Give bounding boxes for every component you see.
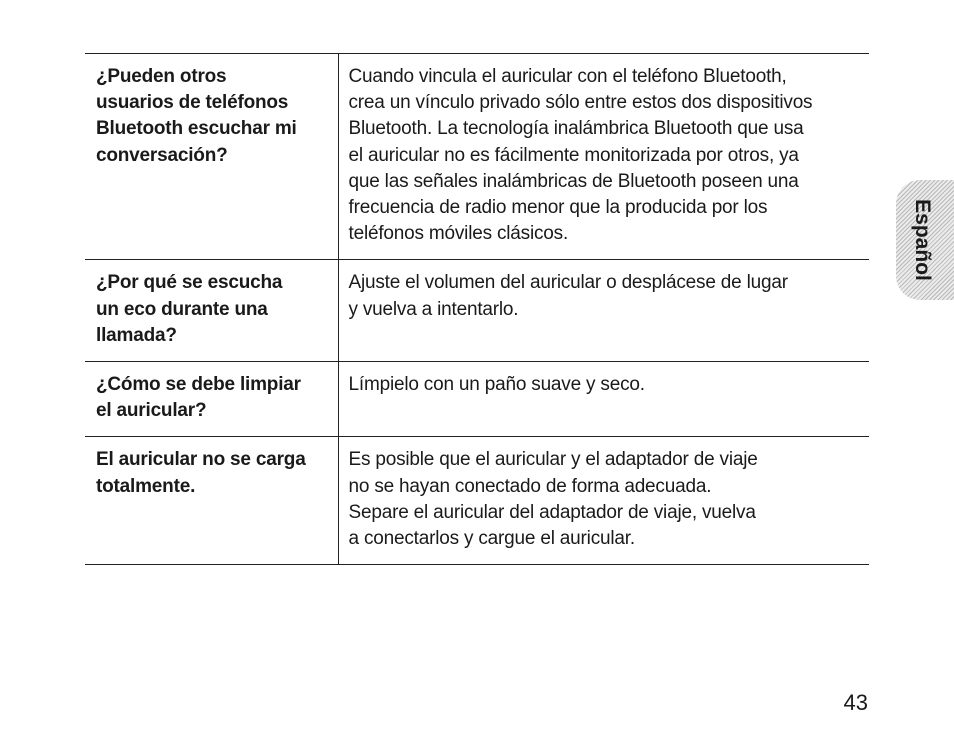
answer-line: y vuelva a intentarlo. <box>348 298 519 320</box>
question-line: Bluetooth escuchar mi <box>96 118 297 140</box>
question-line: ¿Por qué se escucha <box>96 272 283 294</box>
answer-line: Ajuste el volumen del auricular o desplácese de lugar <box>348 272 788 294</box>
faq-row <box>85 260 869 362</box>
page-number: 43 <box>843 690 868 715</box>
answer-line: teléfonos móviles clásicos. <box>348 223 569 245</box>
faq-table <box>85 53 869 565</box>
faq-question <box>85 362 338 437</box>
question-line: El auricular no se carga <box>96 449 306 471</box>
faq-row <box>85 362 869 437</box>
faq-answer <box>338 260 869 362</box>
question-line: un eco durante una <box>96 298 268 320</box>
question-line: conversación? <box>96 144 228 166</box>
answer-line: Bluetooth. La tecnología inalámbrica Bluetooth que usa <box>348 118 804 140</box>
question-line: ¿Pueden otros <box>96 66 227 87</box>
answer-line: Cuando vincula el auricular con el teléfono Bluetooth, <box>348 66 787 87</box>
answer-line: Separe el auricular del adaptador de viaje, vuelva <box>348 501 756 523</box>
faq-question <box>85 437 338 565</box>
faq-answer <box>338 437 869 565</box>
answer-line: frecuencia de radio menor que la producida por los <box>348 197 768 219</box>
faq-question <box>85 260 338 362</box>
answer-line: Es posible que el auricular y el adaptador de viaje <box>348 449 758 471</box>
answer-line: a conectarlos y cargue el auricular. <box>348 528 635 550</box>
answer-line: crea un vínculo privado sólo entre estos dos dispositivos <box>348 92 813 114</box>
faq-answer <box>338 362 869 437</box>
language-tab-label: Español <box>911 199 934 281</box>
answer-line: que las señales inalámbricas de Bluetooth poseen una <box>348 170 799 192</box>
faq-row <box>85 437 869 565</box>
answer-line: no se hayan conectado de forma adecuada. <box>348 475 712 497</box>
question-line: ¿Cómo se debe limpiar <box>96 374 301 396</box>
question-line: el auricular? <box>96 400 207 422</box>
answer-line: Límpielo con un paño suave y seco. <box>348 374 645 396</box>
question-line: usuarios de teléfonos <box>96 92 289 114</box>
faq-row <box>85 54 869 260</box>
question-line: llamada? <box>96 324 177 346</box>
question-line: totalmente. <box>96 475 196 497</box>
answer-line: el auricular no es fácilmente monitorizada por otros, ya <box>348 144 799 166</box>
faq-answer <box>338 54 869 260</box>
faq-question <box>85 54 338 260</box>
